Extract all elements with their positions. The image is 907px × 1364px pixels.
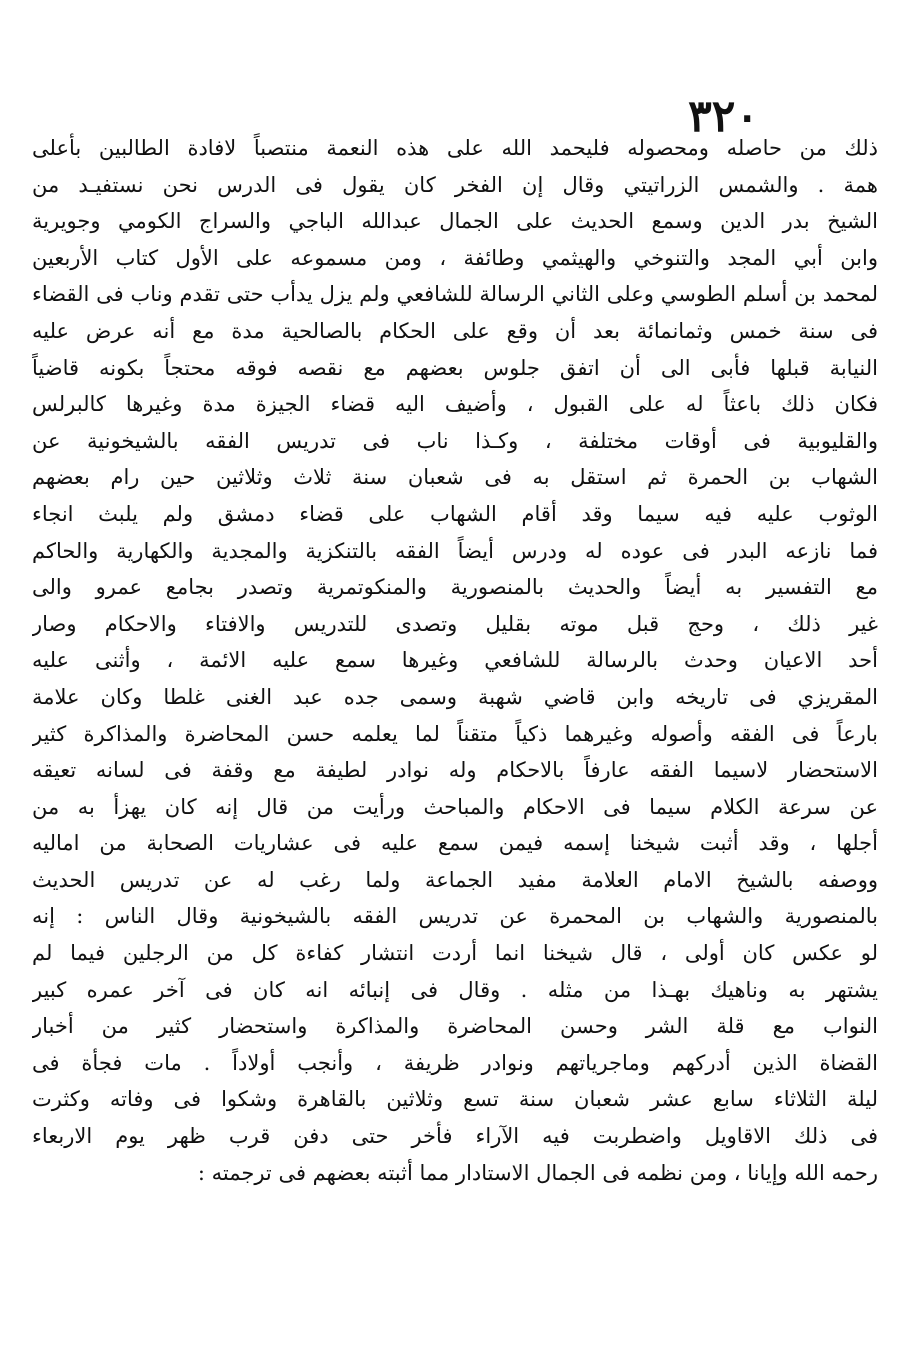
text-line-15: أحد الاعيان وحدث بالرسالة للشافعي وغيرها سمع عليه الائمة ، وأثنى عليه: [32, 648, 878, 673]
page-number: ٣٢٠: [688, 91, 759, 142]
text-line-16: المقريزي فى تاريخه وابن قاضي شهبة وسمى جده عبد الغنى غلطا وكان علامة: [32, 684, 878, 709]
text-line-9: والقليوبية فى أوقات مختلفة ، وكـذا ناب فى تدريس الفقه بالشيخونية عن: [32, 428, 878, 453]
text-line-22: بالمنصورية والشهاب بن المحمرة عن تدريس الفقه بالشيخونية وقال الناس : إنه: [32, 904, 878, 929]
text-line-29: رحمه الله وإيانا ، ومن نظمه فى الجمال الاستادار مما أثبته بعضهم فى ترجمته :: [197, 1160, 878, 1185]
text-line-11: الوثوب عليه فيه سيما وقد أقام الشهاب على قضاء دمشق ولم يلبث انجاء: [32, 501, 878, 526]
text-line-19: عن سرعة الكلام سيما فى الاحكام والمباحث ورأيت من قال إنه كان يهزأ به من: [32, 794, 878, 819]
text-line-6: فى سنة خمس وثمانمائة بعد أن وقع على الحكام بالصالحية مدة مع أنه عرض عليه: [32, 318, 878, 343]
text-line-8: فكان ذلك باعثاً له على القبول ، وأضيف اليه قضاء الجيزة مدة وغيرها كالبرلس: [32, 392, 878, 417]
text-line-18: الاستحضار لاسيما الفقه عارفاً بالاحكام وله نوادر لطيفة مع وقفة فى لسانه تعيقه: [32, 758, 878, 783]
text-line-7: النيابة قبلها فأبى الى أن اتفق جلوس بعضهم مع نقصه فوقه محتجاً بكونه قاضياً: [32, 355, 878, 380]
text-line-21: ووصفه بالشيخ الامام العلامة مفيد الجماعة ولما رغب له عن تدريس الحديث: [32, 867, 878, 892]
text-line-25: النواب مع قلة الشر وحسن المحاضرة والمذاكرة واستحضار كثير من أخبار: [32, 1014, 878, 1039]
text-line-28: فى ذلك الاقاويل واضطربت فيه الآراء فأخر حتى دفن قرب ظهر يوم الاربعاء: [32, 1124, 878, 1149]
text-line-2: همة . والشمس الزراتيتي وقال إن الفخر كان يقول فى الدرس نحن نستفيـد من: [32, 172, 878, 197]
body-text: [32, 130, 878, 1191]
text-line-17: بارعاً فى الفقه وأصوله وغيرهما ذكياً متقناً لما يعلمه حسن المحاضرة والمذاكرة كثير: [32, 721, 878, 746]
text-line-26: القضاة الذين أدركهم وماجرياتهم ونوادر ظريفة ، وأنجب أولاداً . مات فجأة فى: [32, 1050, 878, 1075]
text-line-27: ليلة الثلاثاء سابع عشر شعبان سنة تسع وثلاثين بالقاهرة وشكوا فى وفاته وكثرت: [32, 1087, 878, 1112]
text-line-23: لو عكس كان أولى ، قال شيخنا انما أردت انتشار كفاءة كل من الرجلين فيما لم: [32, 941, 878, 966]
text-line-5: لمحمد بن أسلم الطوسي وعلى الثاني الرسالة للشافعي ولم يزل يدأب حتى تقدم وناب فى القضاء: [32, 282, 878, 307]
text-line-14: غير ذلك ، وحج قبل موته بقليل وتصدى للتدريس والافتاء والاحكام وصار: [32, 611, 878, 636]
text-line-13: مع التفسير به أيضاً والحديث بالمنصورية والمنكوتمرية وتصدر بجامع عمرو والى: [32, 575, 878, 600]
text-line-20: أجلها ، وقد أثبت شيخنا إسمه فيمن سمع عليه فى عشاريات الصحابة من اماليه: [32, 831, 878, 856]
text-line-4: وابن أبي المجد والتنوخي والهيثمي وطائفة ، ومن مسموعه على الأول كتاب الأربعين: [32, 245, 878, 270]
text-line-12: فما نازعه البدر فى عوده له ودرس أيضاً الفقه بالتنكزية والمجدية والكهارية والحاكم: [32, 538, 878, 563]
text-line-3: الشيخ بدر الدين وسمع الحديث على الجمال عبدالله الباجي والسراج الكومي وجويرية: [32, 209, 878, 234]
text-line-1: ذلك من حاصله ومحصوله فليحمد الله على هذه النعمة منتصباً لافادة الطالبين بأعلى: [32, 136, 878, 160]
text-line-24: يشتهر به وناهيك بهـذا من مثله . وقال فى إنبائه انه كان فى آخر عمره كبير: [32, 977, 878, 1002]
text-line-10: الشهاب بن الحمرة ثم استقل به فى شعبان سنة ثلاث وثلاثين حين رام بعضهم: [32, 465, 878, 490]
